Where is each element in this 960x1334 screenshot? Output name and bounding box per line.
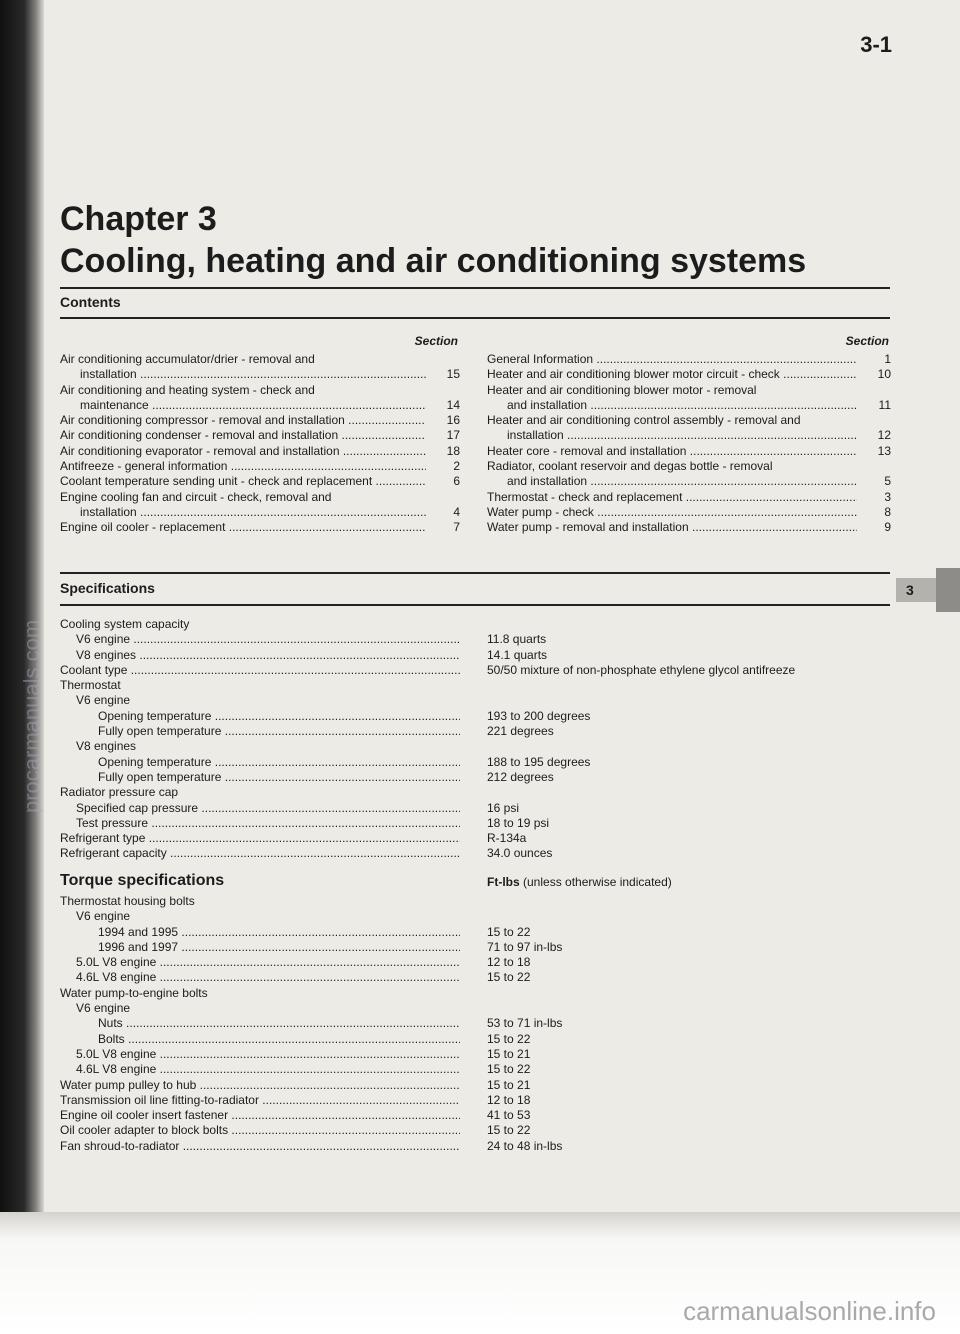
toc-entry-title: installation ..... bbox=[487, 428, 857, 443]
bottom-watermark: carmanualsonline.info bbox=[683, 1296, 936, 1326]
spec-value: 188 to 195 degrees bbox=[487, 754, 591, 769]
torque-row-label bbox=[60, 1139, 460, 1154]
spec-value bbox=[487, 678, 795, 693]
spec-label: V8 engines ..... bbox=[76, 648, 460, 663]
specifications-labels bbox=[60, 617, 460, 862]
torque-row-label bbox=[60, 1123, 460, 1138]
specifications-row-label bbox=[60, 770, 460, 785]
toc-entry-line bbox=[487, 520, 891, 535]
toc-entry-title: and installation ..... bbox=[487, 474, 857, 489]
spec-value: 50/50 mixture of non-phosphate ethylene glycol antifreeze bbox=[487, 662, 796, 677]
spec-value bbox=[487, 693, 795, 708]
toc-entry-section-number: 9 bbox=[884, 520, 891, 535]
spec-label: Test pressure ..... bbox=[76, 816, 460, 831]
toc-entry-title: Thermostat - check and replacement ..... bbox=[487, 490, 857, 505]
torque-row-label bbox=[60, 1047, 460, 1062]
toc-entry-line bbox=[60, 459, 460, 474]
specifications-values bbox=[487, 617, 795, 862]
toc-entry-title: Radiator, coolant reservoir and degas bottle - removal bbox=[487, 459, 773, 474]
spec-label: Transmission oil line fitting-to-radiator ..... bbox=[60, 1093, 460, 1108]
torque-labels bbox=[60, 894, 460, 1154]
torque-units bbox=[487, 875, 672, 889]
torque-row-label bbox=[60, 909, 460, 924]
spec-value: 15 to 21 bbox=[487, 1046, 531, 1061]
toc-entry-title: Heater core - removal and installation ..... bbox=[487, 444, 857, 459]
spec-label: Thermostat bbox=[60, 678, 121, 693]
toc-entry-title: Heater and air conditioning control assembly - removal and bbox=[487, 413, 801, 428]
torque-row-label bbox=[60, 1108, 460, 1123]
spec-value: 193 to 200 degrees bbox=[487, 708, 591, 723]
torque-units-note: (unless otherwise indicated) bbox=[519, 875, 672, 889]
spec-value: 15 to 22 bbox=[487, 970, 531, 985]
contents-left-column bbox=[60, 352, 460, 536]
torque-row-label bbox=[60, 1016, 460, 1031]
toc-entry-line bbox=[487, 444, 891, 459]
spec-value bbox=[487, 909, 562, 924]
toc-entry-line bbox=[60, 413, 460, 428]
contents-right-column bbox=[487, 352, 891, 536]
spec-label: 1996 and 1997 ..... bbox=[98, 940, 460, 955]
specifications-row-label bbox=[60, 648, 460, 663]
spec-label: Engine oil cooler insert fastener ..... bbox=[60, 1108, 460, 1123]
toc-entry-title: General Information ..... bbox=[487, 352, 857, 367]
torque-row-label bbox=[60, 1093, 460, 1108]
toc-entry-title: Coolant temperature sending unit - check and replacement ..... bbox=[60, 474, 426, 489]
spec-value: R-134a bbox=[487, 831, 527, 846]
spec-value bbox=[487, 1001, 562, 1016]
spec-label: Thermostat housing bolts bbox=[60, 894, 195, 908]
toc-entry-section-number: 15 bbox=[446, 367, 460, 382]
toc-entry-line bbox=[60, 367, 460, 382]
torque-row-label bbox=[60, 1032, 460, 1047]
spec-value: 12 to 18 bbox=[487, 1092, 531, 1107]
specifications-row-label bbox=[60, 617, 460, 632]
spec-label: Cooling system capacity bbox=[60, 617, 190, 631]
spec-value: 18 to 19 psi bbox=[487, 815, 550, 830]
specifications-row-label bbox=[60, 816, 460, 831]
toc-entry-section-number: 8 bbox=[884, 504, 891, 519]
spec-label: V6 engine ..... bbox=[76, 632, 460, 647]
toc-entry-title: maintenance ..... bbox=[60, 398, 426, 413]
divider bbox=[60, 604, 890, 606]
chapter-name: Cooling, heating and air conditioning systems bbox=[60, 242, 807, 280]
specifications-row-label bbox=[60, 709, 460, 724]
spec-label: Opening temperature ..... bbox=[98, 755, 460, 770]
toc-entry-section-number: 12 bbox=[877, 428, 891, 443]
spec-label: V6 engine bbox=[76, 693, 131, 708]
spec-value: 71 to 97 in-lbs bbox=[487, 939, 563, 954]
spec-label: 1994 and 1995 ..... bbox=[98, 925, 460, 940]
toc-entry-title: Heater and air conditioning blower motor - removal bbox=[487, 382, 757, 397]
spec-label: Water pump-to-engine bolts bbox=[60, 985, 208, 1000]
toc-entry-line bbox=[487, 367, 891, 382]
spec-label: V8 engines bbox=[76, 739, 137, 754]
specifications-row-label bbox=[60, 831, 460, 846]
toc-entry-title: installation ..... bbox=[60, 367, 426, 382]
contents-left-section-label: Section bbox=[414, 334, 458, 348]
toc-entry-section-number: 10 bbox=[877, 367, 891, 382]
toc-entry-section-number: 6 bbox=[453, 474, 460, 489]
toc-entry-title: installation ..... bbox=[60, 505, 426, 520]
spec-label: Refrigerant type ..... bbox=[60, 831, 460, 846]
toc-entry-line bbox=[487, 428, 891, 443]
toc-entry-line bbox=[60, 490, 460, 505]
torque-row-label bbox=[60, 970, 460, 985]
specifications-heading: Specifications bbox=[60, 580, 155, 596]
toc-entry-title: Air conditioning compressor - removal and installation ..... bbox=[60, 413, 426, 428]
specifications-row-label bbox=[60, 846, 460, 861]
torque-row-label bbox=[60, 1078, 460, 1093]
divider bbox=[60, 287, 890, 289]
toc-entry-section-number: 3 bbox=[884, 489, 891, 504]
spec-label: V6 engine bbox=[76, 1001, 131, 1016]
toc-entry-line bbox=[60, 352, 460, 367]
torque-units-bold: Ft-lbs bbox=[487, 875, 520, 889]
spec-label: Nuts ..... bbox=[98, 1016, 460, 1031]
spec-label: Water pump pulley to hub ..... bbox=[60, 1078, 460, 1093]
page-number: 3-1 bbox=[860, 32, 892, 57]
spec-label: Oil cooler adapter to block bolts ..... bbox=[60, 1123, 460, 1138]
torque-row-label bbox=[60, 940, 460, 955]
toc-entry-line bbox=[487, 398, 891, 413]
spec-label: Opening temperature ..... bbox=[98, 709, 460, 724]
toc-entry-line bbox=[487, 352, 891, 367]
toc-entry-title: and installation ..... bbox=[487, 398, 857, 413]
chapter-title bbox=[60, 198, 806, 282]
spec-label: 4.6L V8 engine ..... bbox=[76, 970, 460, 985]
spec-label: Refrigerant capacity ..... bbox=[60, 846, 460, 861]
toc-entry-title: Air conditioning condenser - removal and installation ..... bbox=[60, 428, 426, 443]
contents-heading: Contents bbox=[60, 294, 121, 310]
spec-label: Coolant type ..... bbox=[60, 663, 460, 678]
toc-entry-line bbox=[487, 490, 891, 505]
toc-entry-section-number: 16 bbox=[446, 413, 460, 428]
spec-label: Fan shroud-to-radiator ..... bbox=[60, 1139, 460, 1154]
toc-entry-line bbox=[487, 383, 891, 398]
side-watermark: procarmanuals.com bbox=[19, 619, 44, 813]
spec-value: 12 to 18 bbox=[487, 955, 531, 970]
torque-row-label bbox=[60, 1062, 460, 1077]
specifications-row-label bbox=[60, 632, 460, 647]
spec-value: 14.1 quarts bbox=[487, 647, 548, 662]
toc-entry-section-number: 18 bbox=[446, 443, 460, 458]
specifications-row-label bbox=[60, 724, 460, 739]
torque-heading: Torque specifications bbox=[60, 872, 225, 889]
spec-value: 53 to 71 in-lbs bbox=[487, 1016, 563, 1031]
spec-value bbox=[487, 617, 795, 632]
toc-entry-section-number: 17 bbox=[446, 428, 460, 443]
spec-value: 15 to 22 bbox=[487, 1031, 531, 1046]
toc-entry-title: Water pump - check ..... bbox=[487, 505, 857, 520]
toc-entry-title: Air conditioning evaporator - removal and installation ..... bbox=[60, 444, 426, 459]
spec-value: 16 psi bbox=[487, 800, 520, 815]
spec-value: 41 to 53 bbox=[487, 1108, 531, 1123]
toc-entry-line bbox=[60, 383, 460, 398]
torque-row-label bbox=[60, 1001, 460, 1016]
toc-entry-section-number: 14 bbox=[446, 397, 460, 412]
toc-entry-line bbox=[60, 520, 460, 535]
chapter-number: Chapter 3 bbox=[60, 200, 217, 238]
spec-value bbox=[487, 785, 795, 800]
toc-entry-title: Antifreeze - general information ..... bbox=[60, 459, 426, 474]
toc-entry-line bbox=[60, 444, 460, 459]
toc-entry-line bbox=[60, 398, 460, 413]
toc-entry-section-number: 11 bbox=[878, 397, 891, 412]
toc-entry-line bbox=[487, 413, 891, 428]
toc-entry-line bbox=[60, 474, 460, 489]
spec-value: 221 degrees bbox=[487, 724, 554, 739]
toc-entry-line bbox=[487, 474, 891, 489]
spec-label: 5.0L V8 engine ..... bbox=[76, 955, 460, 970]
chapter-tab: 3 bbox=[896, 578, 946, 602]
toc-entry-title: Engine oil cooler - replacement ..... bbox=[60, 520, 426, 535]
toc-entry-section-number: 7 bbox=[453, 520, 460, 535]
divider bbox=[60, 317, 890, 319]
torque-row-label bbox=[60, 925, 460, 940]
divider bbox=[60, 572, 890, 574]
spec-value: 15 to 22 bbox=[487, 924, 531, 939]
toc-entry-section-number: 13 bbox=[877, 443, 891, 458]
toc-entry-title: Engine cooling fan and circuit - check, removal and bbox=[60, 489, 332, 504]
spec-value: 11.8 quarts bbox=[487, 632, 547, 647]
specifications-row-label bbox=[60, 801, 460, 816]
spec-value: 15 to 22 bbox=[487, 1123, 531, 1138]
toc-entry-title: Heater and air conditioning blower motor circuit - check ..... bbox=[487, 367, 857, 382]
torque-values bbox=[487, 894, 562, 1154]
toc-entry-line bbox=[487, 505, 891, 520]
toc-entry-title: Air conditioning and heating system - check and bbox=[60, 382, 315, 397]
toc-entry-title: Air conditioning accumulator/drier - removal and bbox=[60, 352, 315, 366]
spec-label: 4.6L V8 engine ..... bbox=[76, 1062, 460, 1077]
toc-entry-line bbox=[60, 428, 460, 443]
spec-label: 5.0L V8 engine ..... bbox=[76, 1047, 460, 1062]
torque-row-label bbox=[60, 894, 460, 909]
spec-value bbox=[487, 739, 795, 754]
toc-entry-section-number: 4 bbox=[453, 504, 460, 519]
torque-row-label bbox=[60, 955, 460, 970]
toc-entry-section-number: 1 bbox=[884, 352, 891, 366]
spec-value: 15 to 22 bbox=[487, 1062, 531, 1077]
toc-entry-line bbox=[60, 505, 460, 520]
torque-row-label bbox=[60, 986, 460, 1001]
spec-label: V6 engine bbox=[76, 909, 131, 924]
spec-value: 15 to 21 bbox=[487, 1077, 531, 1092]
spec-value bbox=[487, 986, 562, 1001]
contents-right-section-label: Section bbox=[845, 334, 889, 348]
toc-entry-title: Water pump - removal and installation ..... bbox=[487, 520, 857, 535]
spec-label: Bolts ..... bbox=[98, 1032, 460, 1047]
chapter-tab-edge bbox=[936, 568, 960, 612]
spec-label: Radiator pressure cap bbox=[60, 785, 179, 800]
toc-entry-line bbox=[487, 459, 891, 474]
specifications-row-label bbox=[60, 678, 460, 693]
specifications-row-label bbox=[60, 693, 460, 708]
specifications-row-label bbox=[60, 663, 460, 678]
specifications-row-label bbox=[60, 755, 460, 770]
spec-label: Fully open temperature ..... bbox=[98, 724, 460, 739]
spec-label: Specified cap pressure ..... bbox=[76, 801, 460, 816]
spec-label: Fully open temperature ..... bbox=[98, 770, 460, 785]
toc-entry-section-number: 5 bbox=[884, 474, 891, 489]
spec-value bbox=[487, 894, 562, 909]
toc-entry-section-number: 2 bbox=[453, 459, 460, 474]
spec-value: 212 degrees bbox=[487, 769, 554, 784]
specifications-row-label bbox=[60, 739, 460, 754]
spec-value: 24 to 48 in-lbs bbox=[487, 1138, 563, 1153]
specifications-row-label bbox=[60, 785, 460, 800]
spec-value: 34.0 ounces bbox=[487, 846, 553, 861]
